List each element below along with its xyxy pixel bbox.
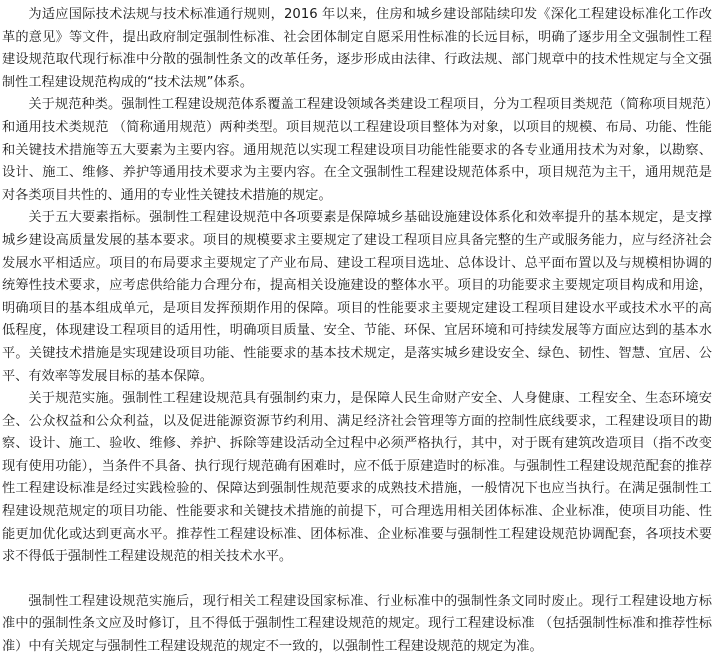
paragraph-implementation: 关于规范实施。强制性工程建设规范具有强制约束力，是保障人民生命财产安全、人身健康、工程安全、生态环境安全、公众权益和公众利益，以及促进能源资源节约利用、满足经济社会管理等方面的控制性底线要求，工程建设项目的勘察、设计、施工、验收、维修、养护、拆除等建设活动全过程中必须严格执行，其中，对于既有建筑改造项目（指不改变现有使用功能），当条件不具备、执行现行规范确有困难时，应不低于原建造时的标准。与强制性工程建设规范配套的推荐性工程建设标准是经过实践检验的、保障达到强制性规范要求的成熟技术措施，一般情况下也应当执行。在满足强制性工程建设规范规定的项目功能、性能要求和关键技术措施的前提下，可合理选用相关团体标准、企业标准，使项目功能、性能更加优化或达到更高水平。推荐性工程建设标准、团体标准、企业标准要与强制性工程建设规范协调配套，各项技术要求不得低于强制性工程建设规范的相关技术水平。: [2, 391, 712, 565]
paragraph-spacer: [2, 569, 712, 591]
paragraph-five-elements: 关于五大要素指标。强制性工程建设规范中各项要素是保障城乡基础设施建设体系化和效率提升的基本规定，是支撑城乡建设高质量发展的基本要求。项目的规模要求主要规定了建设工程项目应具备完整的生产或服务能力，应与经济社会发展水平相适应。项目的布局要求主要规定了产业布局、建设工程项目选址、总体设计、总平面布置以及与规模相协调的统筹性技术要求，应考虑供给能力合理分布，提高相关设施建设的整体水平。项目的功能要求主要规定项目构成和用途，明确项目的基本组成单元，是项目发挥预期作用的保障。项目的性能要求主要规定建设工程项目建设水平或技术水平的高低程度，体现建设工程项目的适用性，明确项目质量、安全、节能、环保、宜居环境和可持续发展等方面应达到的基本水平。关键技术措施是实现建设项目功能、性能要求的基本技术规定，是落实城乡建设安全、绿色、韧性、智慧、宜居、公平、有效率等发展目标的基本保障。: [2, 210, 712, 384]
paragraph-intro: 为适应国际技术法规与技术标准通行规则，2016 年以来，住房和城乡建设部陆续印发《深化工程建设标准化工作改革的意见》等文件，提出政府制定强制性标准、社会团体制定自愿采用性标准的长远目标，明确了逐步用全文强制性工程建设规范取代现行标准中分散的强制性条文的改革任务，逐步形成由法律、行政法规、部门规章中的技术性规定与全文强制性工程建设规范构成的“技术法规”体系。: [2, 7, 712, 90]
paragraph-abolition: 强制性工程建设规范实施后，现行相关工程建设国家标准、行业标准中的强制性条文同时废止。现行工程建设地方标准中的强制性条文应及时修订，且不得低于强制性工程建设规范的规定。现行工程建设标准 （包括强制性标准和推荐性标准）中有关规定与强制性工程建设规范的规定不一致的，以强制性工程建设规范的规定为准。: [2, 593, 712, 655]
paragraph-spec-types: 关于规范种类。强制性工程建设规范体系覆盖工程建设领域各类建设工程项目，分为工程项目类规范（简称项目规范）和通用技术类规范 （简称通用规范）两种类型。项目规范以工程建设项目整体为对象，以项目的规模、布局、功能、性能和关键技术措施等五大要素为主要内容。通用规范以实现工程建设项目功能性能要求的各专业通用技术为对象，以勘察、设计、施工、维修、养护等通用技术要求为主要内容。在全文强制性工程建设规范体系中，项目规范为主干，通用规范是对各类项目共性的、通用的专业性关键技术措施的规定。: [2, 97, 712, 203]
